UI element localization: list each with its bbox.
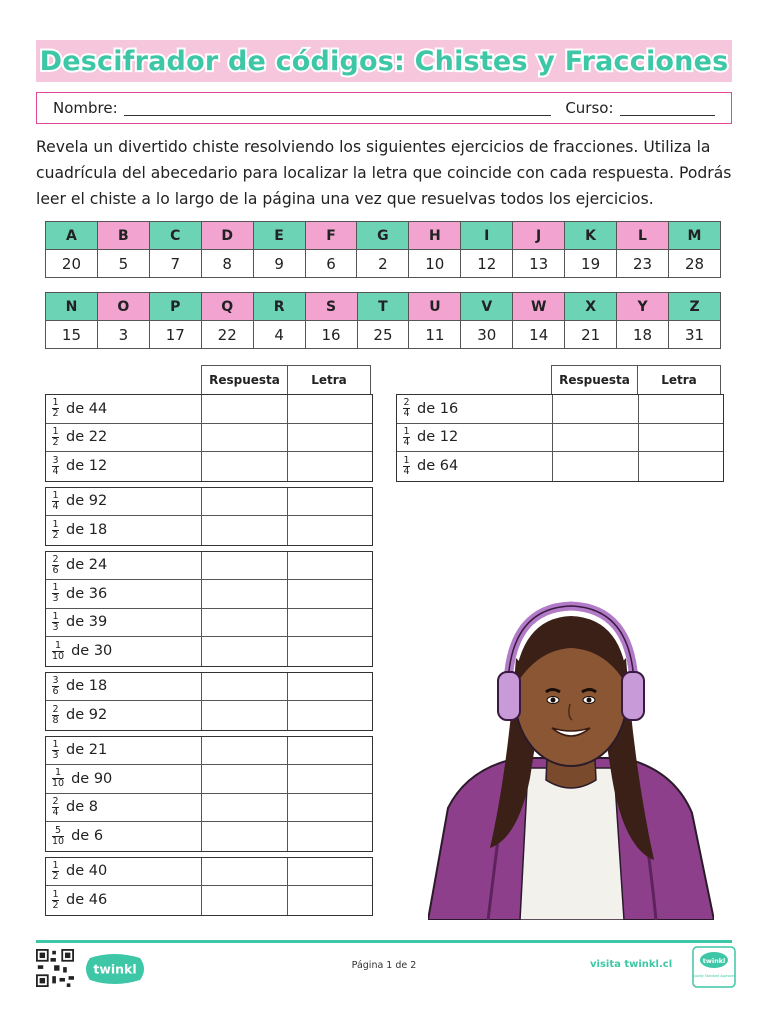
title-band xyxy=(36,40,732,82)
question-cell xyxy=(46,395,202,423)
answer-cell[interactable] xyxy=(202,424,288,452)
exercise-row xyxy=(46,886,372,915)
alphabet-number-cell: 7 xyxy=(149,250,201,278)
exercise-row xyxy=(397,395,723,424)
numerator: 1 xyxy=(52,610,59,622)
numerator: 3 xyxy=(52,674,59,686)
numerator: 5 xyxy=(55,824,62,836)
question-text: de 22 xyxy=(66,429,108,446)
alphabet-letter-cell: L xyxy=(617,222,669,250)
exercise-row xyxy=(46,701,372,730)
question-text: de 92 xyxy=(66,493,108,510)
letter-cell[interactable] xyxy=(288,452,372,481)
question-cell xyxy=(46,452,202,481)
fraction xyxy=(403,398,410,419)
fraction xyxy=(52,890,59,911)
denominator: 10 xyxy=(52,650,65,662)
exercise-group xyxy=(45,394,373,482)
letter-cell[interactable] xyxy=(639,395,723,423)
question-text: de 92 xyxy=(66,707,108,724)
question-cell xyxy=(46,765,202,793)
alphabet-letter-cell: K xyxy=(565,222,617,250)
name-label: Nombre: xyxy=(53,99,118,117)
question-text: de 6 xyxy=(71,828,104,845)
answer-cell[interactable] xyxy=(553,395,639,423)
exercise-row xyxy=(46,488,372,517)
question-text: de 30 xyxy=(71,643,113,660)
denominator: 10 xyxy=(52,835,65,847)
numerator: 1 xyxy=(52,397,59,409)
answer-cell[interactable] xyxy=(202,701,288,730)
letter-cell[interactable] xyxy=(288,765,372,793)
intro-text: Revela un divertido chiste resolviendo los siguientes ejercicios de fracciones. Utiliza la cuadrícula del abecedario para localizar la letra que coincide con cada respuesta. Podrás leer el chiste a lo largo de la página una vez que resuelvas todos los ejercicios. xyxy=(36,138,732,208)
numerator: 2 xyxy=(52,795,59,807)
question-text: de 12 xyxy=(66,458,108,475)
exercise-row xyxy=(46,552,372,581)
alphabet-letter-cell: R xyxy=(253,293,305,321)
alphabet-letter-cell: D xyxy=(201,222,253,250)
alphabet-number-cell: 16 xyxy=(305,321,357,349)
alphabet-letter-cell: N xyxy=(46,293,98,321)
answer-cell[interactable] xyxy=(202,858,288,886)
letter-cell[interactable] xyxy=(288,516,372,545)
denominator: 2 xyxy=(52,870,59,882)
denominator: 3 xyxy=(52,749,59,761)
answer-cell[interactable] xyxy=(202,765,288,793)
question-text: de 8 xyxy=(66,799,98,816)
alphabet-letter-cell: X xyxy=(565,293,617,321)
exercise-row xyxy=(46,516,372,545)
alphabet-number-cell: 3 xyxy=(97,321,149,349)
denominator: 2 xyxy=(52,529,59,541)
question-cell xyxy=(46,737,202,765)
alphabet-number-cell: 30 xyxy=(461,321,513,349)
alphabet-letter-cell: I xyxy=(461,222,513,250)
exercise-row xyxy=(46,580,372,609)
fraction xyxy=(52,861,59,882)
answer-cell[interactable] xyxy=(202,452,288,481)
exercise-row xyxy=(46,424,372,453)
alphabet-number-cell: 22 xyxy=(201,321,253,349)
exercise-group xyxy=(396,394,724,482)
letter-cell[interactable] xyxy=(288,737,372,765)
alphabet-letter-cell: E xyxy=(253,222,305,250)
answer-cell[interactable] xyxy=(202,516,288,545)
fraction xyxy=(52,583,59,604)
fraction xyxy=(52,612,59,633)
question-text: de 39 xyxy=(66,614,108,631)
fraction xyxy=(52,456,59,477)
numerator: 2 xyxy=(52,703,59,715)
exercise-group xyxy=(45,487,373,546)
question-cell xyxy=(397,452,553,481)
alphabet-letter-cell: T xyxy=(357,293,409,321)
question-text: de 18 xyxy=(66,522,108,539)
question-cell xyxy=(46,516,202,545)
alphabet-letter-cell: Y xyxy=(617,293,669,321)
course-label: Curso: xyxy=(565,99,614,117)
numerator: 3 xyxy=(52,454,59,466)
letter-cell[interactable] xyxy=(288,552,372,580)
fraction xyxy=(52,491,59,512)
alphabet-number-cell: 8 xyxy=(201,250,253,278)
website-link[interactable]: visita twinkl.cl xyxy=(590,959,673,970)
letter-cell[interactable] xyxy=(639,424,723,452)
question-cell xyxy=(397,424,553,452)
fraction xyxy=(52,740,59,761)
question-text: de 46 xyxy=(66,892,108,909)
numerator: 1 xyxy=(55,639,62,651)
badge-brand: twinkl xyxy=(702,957,726,965)
exercise-row xyxy=(46,858,372,887)
denominator: 4 xyxy=(403,408,410,420)
question-text: de 36 xyxy=(66,585,108,602)
left-table-header xyxy=(201,365,371,395)
question-cell xyxy=(46,794,202,822)
answer-cell[interactable] xyxy=(202,395,288,423)
twinkl-logo xyxy=(84,952,146,986)
fraction xyxy=(52,826,64,847)
alphabet-letter-cell: G xyxy=(357,222,409,250)
answer-cell[interactable] xyxy=(202,822,288,851)
exercise-row xyxy=(46,737,372,766)
fraction xyxy=(52,427,59,448)
question-cell xyxy=(46,424,202,452)
question-text: de 16 xyxy=(417,400,459,417)
numerator: 2 xyxy=(403,397,410,409)
fraction xyxy=(403,427,410,448)
alphabet-number-cell: 20 xyxy=(46,250,98,278)
answer-header: Respuesta xyxy=(201,365,288,395)
question-cell xyxy=(46,609,202,637)
letter-cell[interactable] xyxy=(288,580,372,608)
letter-cell[interactable] xyxy=(288,609,372,637)
denominator: 6 xyxy=(52,564,59,576)
question-text: de 40 xyxy=(66,863,108,880)
name-field[interactable] xyxy=(124,100,552,116)
alphabet-number-cell: 12 xyxy=(461,250,513,278)
alphabet-number-cell: 6 xyxy=(305,250,357,278)
answer-cell[interactable] xyxy=(202,637,288,666)
question-cell xyxy=(46,822,202,851)
question-cell xyxy=(46,580,202,608)
letter-cell[interactable] xyxy=(639,452,723,481)
letter-header: Letra xyxy=(287,365,371,395)
answer-cell[interactable] xyxy=(202,673,288,701)
alphabet-letter-cell: H xyxy=(409,222,461,250)
exercise-row xyxy=(46,673,372,702)
alphabet-number-cell: 5 xyxy=(97,250,149,278)
alphabet-number-cell: 31 xyxy=(669,321,721,349)
alphabet-letter-cell: V xyxy=(461,293,513,321)
numerator: 1 xyxy=(55,767,62,779)
question-cell xyxy=(46,488,202,516)
alphabet-letter-cell: B xyxy=(97,222,149,250)
fraction xyxy=(52,641,64,662)
page-number: Página 1 de 2 xyxy=(351,960,417,971)
fraction xyxy=(403,456,410,477)
alphabet-letter-cell: U xyxy=(409,293,461,321)
alphabet-grid-1 xyxy=(45,221,721,278)
letter-cell[interactable] xyxy=(288,673,372,701)
answer-cell[interactable] xyxy=(202,488,288,516)
badge-text: Quality Standard Approved xyxy=(692,974,736,978)
denominator: 2 xyxy=(52,408,59,420)
alphabet-letter-cell: P xyxy=(149,293,201,321)
letter-cell[interactable] xyxy=(288,395,372,423)
alphabet-number-cell: 15 xyxy=(46,321,98,349)
alphabet-number-cell: 21 xyxy=(565,321,617,349)
question-cell xyxy=(46,886,202,915)
alphabet-letter-cell: M xyxy=(668,222,720,250)
answer-cell[interactable] xyxy=(202,886,288,915)
exercise-row xyxy=(46,452,372,481)
alphabet-letter-cell: Q xyxy=(201,293,253,321)
question-text: de 24 xyxy=(66,557,108,574)
exercise-row xyxy=(397,424,723,453)
answer-cell[interactable] xyxy=(553,452,639,481)
denominator: 10 xyxy=(52,778,65,790)
logo-text: twinkl xyxy=(93,961,137,977)
page-title: Descifrador de códigos: Chistes y Fracciones xyxy=(39,45,729,77)
numerator: 1 xyxy=(52,582,59,594)
exercise-row xyxy=(397,452,723,481)
fraction xyxy=(52,676,59,697)
numerator: 1 xyxy=(403,454,410,466)
exercise-row xyxy=(46,637,372,666)
denominator: 8 xyxy=(52,714,59,726)
alphabet-number-cell: 17 xyxy=(149,321,201,349)
fraction xyxy=(52,705,59,726)
qr-code-icon xyxy=(36,949,74,987)
fraction xyxy=(52,797,59,818)
numerator: 1 xyxy=(52,888,59,900)
letter-cell[interactable] xyxy=(288,886,372,915)
denominator: 4 xyxy=(403,436,410,448)
denominator: 2 xyxy=(52,899,59,911)
alphabet-letter-cell: J xyxy=(513,222,565,250)
alphabet-grid-2 xyxy=(45,292,721,349)
letter-cell[interactable] xyxy=(288,822,372,851)
alphabet-number-cell: 9 xyxy=(253,250,305,278)
alphabet-letter-cell: C xyxy=(149,222,201,250)
alphabet-letter-cell: F xyxy=(305,222,357,250)
fraction xyxy=(52,520,59,541)
answer-cell[interactable] xyxy=(202,794,288,822)
alphabet-letter-cell: S xyxy=(305,293,357,321)
question-text: de 64 xyxy=(417,458,459,475)
question-cell xyxy=(46,673,202,701)
girl-with-headphones-illustration xyxy=(428,598,714,920)
denominator: 6 xyxy=(52,685,59,697)
numerator: 2 xyxy=(52,553,59,565)
answer-header: Respuesta xyxy=(551,365,638,395)
letter-cell[interactable] xyxy=(288,701,372,730)
exercise-row xyxy=(46,822,372,851)
numerator: 1 xyxy=(52,738,59,750)
question-text: de 90 xyxy=(71,770,113,787)
denominator: 3 xyxy=(52,593,59,605)
alphabet-number-cell: 14 xyxy=(513,321,565,349)
alphabet-number-cell: 28 xyxy=(668,250,720,278)
letter-header: Letra xyxy=(637,365,721,395)
alphabet-letter-cell: W xyxy=(513,293,565,321)
denominator: 4 xyxy=(52,806,59,818)
answer-cell[interactable] xyxy=(553,424,639,452)
alphabet-letter-cell: Z xyxy=(669,293,721,321)
answer-cell[interactable] xyxy=(202,737,288,765)
exercise-row xyxy=(46,794,372,823)
alphabet-number-cell: 4 xyxy=(253,321,305,349)
numerator: 1 xyxy=(52,489,59,501)
fraction xyxy=(52,768,64,789)
fraction xyxy=(52,555,59,576)
alphabet-number-cell: 23 xyxy=(617,250,669,278)
alphabet-letter-cell: A xyxy=(46,222,98,250)
alphabet-number-cell: 2 xyxy=(357,250,409,278)
alphabet-number-cell: 18 xyxy=(617,321,669,349)
letter-cell[interactable] xyxy=(288,858,372,886)
course-field[interactable] xyxy=(620,100,715,116)
letter-cell[interactable] xyxy=(288,637,372,666)
fraction xyxy=(52,398,59,419)
numerator: 1 xyxy=(52,425,59,437)
question-cell xyxy=(397,395,553,423)
exercise-group xyxy=(45,857,373,916)
question-cell xyxy=(46,552,202,580)
right-table-header xyxy=(551,365,721,395)
letter-cell[interactable] xyxy=(288,794,372,822)
letter-cell[interactable] xyxy=(288,488,372,516)
exercise-row xyxy=(46,609,372,638)
answer-cell[interactable] xyxy=(202,552,288,580)
numerator: 1 xyxy=(52,859,59,871)
denominator: 4 xyxy=(403,465,410,477)
alphabet-number-cell: 10 xyxy=(409,250,461,278)
alphabet-letter-cell: O xyxy=(97,293,149,321)
answer-cell[interactable] xyxy=(202,580,288,608)
question-cell xyxy=(46,858,202,886)
numerator: 1 xyxy=(52,518,59,530)
footer-divider xyxy=(36,940,732,943)
exercise-group xyxy=(45,736,373,852)
exercise-group xyxy=(45,672,373,731)
letter-cell[interactable] xyxy=(288,424,372,452)
alphabet-number-cell: 25 xyxy=(357,321,409,349)
quality-badge-icon xyxy=(692,946,736,988)
question-text: de 44 xyxy=(66,400,108,417)
denominator: 3 xyxy=(52,621,59,633)
question-cell xyxy=(46,637,202,666)
question-text: de 12 xyxy=(417,429,459,446)
exercise-row xyxy=(46,765,372,794)
question-text: de 21 xyxy=(66,742,108,759)
alphabet-number-cell: 13 xyxy=(513,250,565,278)
question-text: de 18 xyxy=(66,678,108,695)
question-cell xyxy=(46,701,202,730)
numerator: 1 xyxy=(403,425,410,437)
alphabet-number-cell: 19 xyxy=(565,250,617,278)
exercise-group xyxy=(45,551,373,667)
denominator: 4 xyxy=(52,500,59,512)
denominator: 4 xyxy=(52,465,59,477)
exercise-row xyxy=(46,395,372,424)
alphabet-number-cell: 11 xyxy=(409,321,461,349)
denominator: 2 xyxy=(52,436,59,448)
answer-cell[interactable] xyxy=(202,609,288,637)
name-course-box xyxy=(36,92,732,124)
